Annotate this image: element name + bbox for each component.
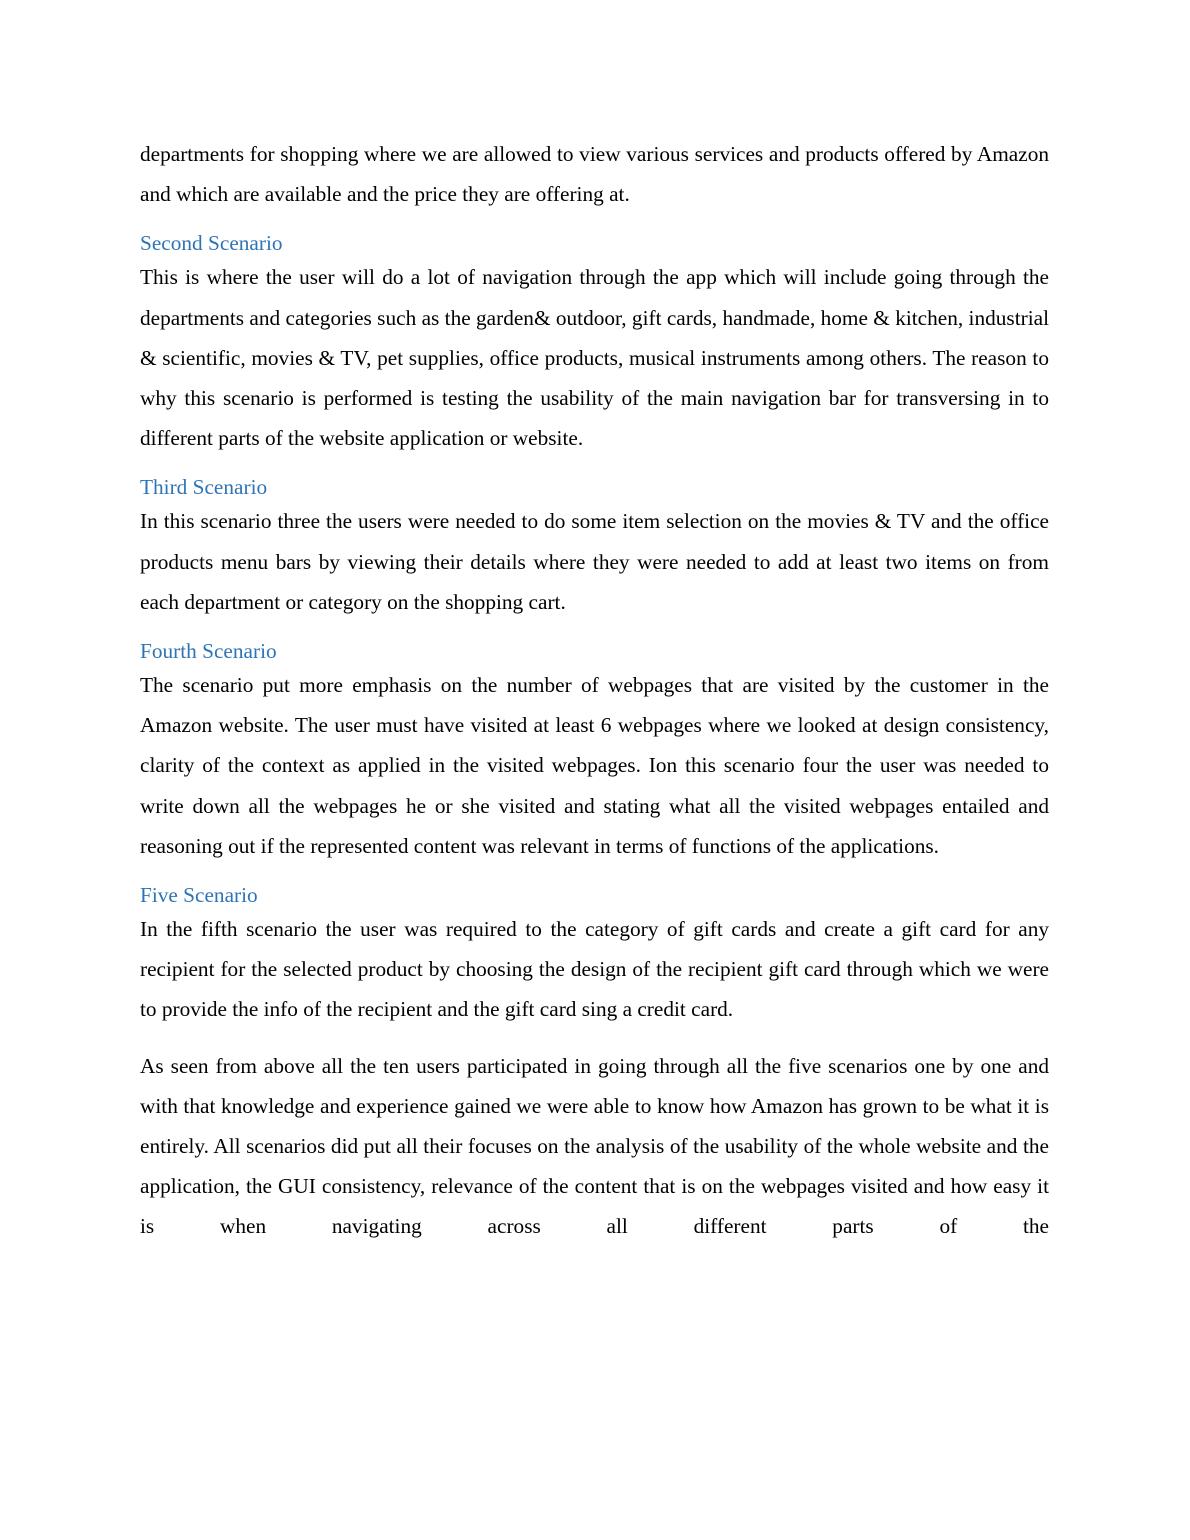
- section-heading-five-scenario: Five Scenario: [140, 883, 258, 908]
- intro-paragraph: departments for shopping where we are allowed to view various services and products offered by Amazon and which are available and the price they are offering at.: [140, 142, 1049, 207]
- section-body-second-scenario: This is where the user will do a lot of navigation through the app which will include going through the departments and categories such as the garden& outdoor, gift cards, handmade, home & kitchen, industrial & scientific, movies & TV, pet supplies, office products, musical instruments among others. The reason to why this scenario is performed is testing the usability of the main navigation bar for transversing in to different parts of the website application or website.: [140, 265, 1049, 451]
- document-page: [140, 134, 1049, 1247]
- section-heading-fourth-scenario: Fourth Scenario: [140, 639, 277, 664]
- section-body-fourth-scenario: The scenario put more emphasis on the number of webpages that are visited by the customer in the Amazon website. The user must have visited at least 6 webpages where we looked at design consistency, clarity of the context as applied in the visited webpages. Ion this scenario four the user was needed to write down all the webpages he or she visited and stating what all the visited webpages entailed and reasoning out if the represented content was relevant in terms of functions of the applications.: [140, 673, 1049, 858]
- paragraph-spacer: [140, 1030, 1049, 1046]
- closing-paragraph: As seen from above all the ten users participated in going through all the five scenarios one by one and with that knowledge and experience gained we were able to know how Amazon has grown to be what it is entirely. All scenarios did put all their focuses on the analysis of the usability of the whole website and the application, the GUI consistency, relevance of the content that is on the webpages visited and how easy it is when navigating across all different parts of the: [140, 1053, 1049, 1239]
- section-body-five-scenario: In the fifth scenario the user was required to the category of gift cards and create a gift card for any recipient for the selected product by choosing the design of the recipient gift card through which we were to provide the info of the recipient and the gift card sing a credit card.: [140, 917, 1049, 1022]
- section-heading-third-scenario: Third Scenario: [140, 475, 268, 500]
- section-heading-second-scenario: Second Scenario: [140, 231, 283, 256]
- section-body-third-scenario: In this scenario three the users were needed to do some item selection on the movies & TV and the office products menu bars by viewing their details where they were needed to add at least two items on from each department or category on the shopping cart.: [140, 509, 1049, 614]
